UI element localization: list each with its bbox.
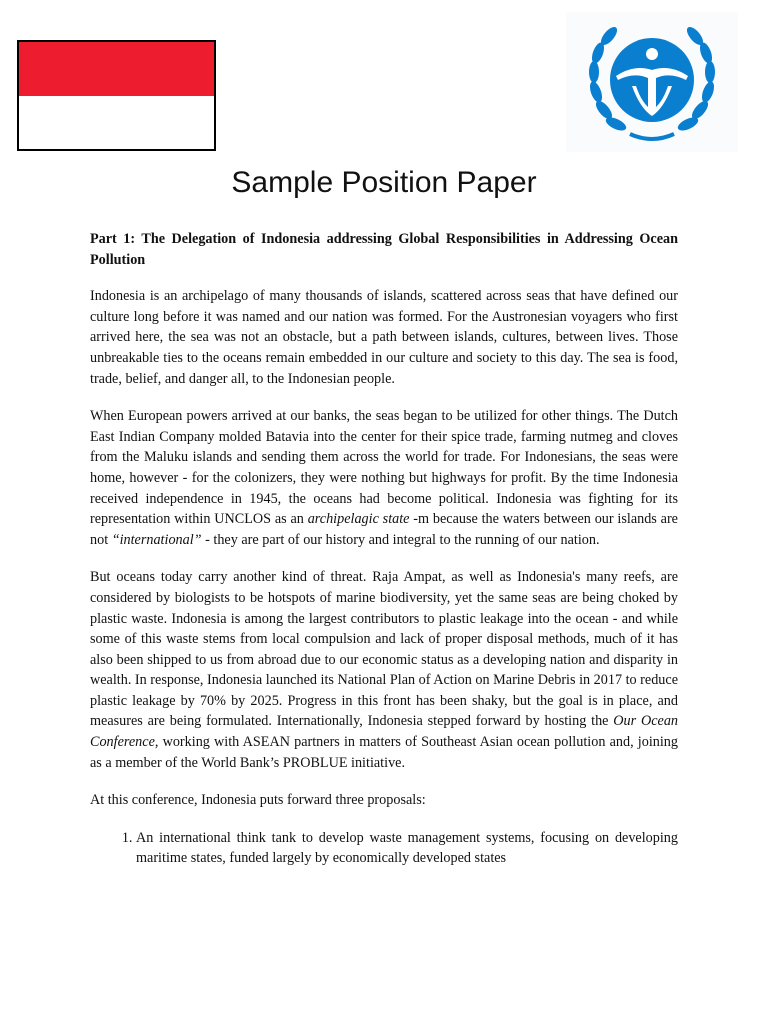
flag-white-band bbox=[19, 96, 214, 150]
paragraph-3 bbox=[90, 567, 678, 773]
paragraph-2-emphasis-international: “international” bbox=[111, 531, 202, 548]
paragraph-1: Indonesia is an archipelago of many thousands of islands, scattered across seas that have defined our culture long before it was named and our nation was formed. For the Austronesian voyagers who first arrived here, the sea was not an obstacle, but a path between islands, cultures, between lives. Those unbreakable ties to the oceans remain embedded in our culture and society to this day. The sea is food, trade, belief, and danger all, to the Indonesian people. bbox=[90, 288, 678, 387]
paragraph-4: At this conference, Indonesia puts forward three proposals: bbox=[90, 792, 426, 809]
proposals-list bbox=[90, 828, 678, 869]
paragraph-2-text-c: -m because the waters between our islands are not bbox=[90, 511, 678, 548]
section-heading: Part 1: The Delegation of Indonesia addressing Global Responsibilities in Addressing Ocean Pollution bbox=[90, 231, 678, 268]
paragraph-3-emphasis-conference: Our Ocean Conference bbox=[90, 713, 679, 751]
document-title: Sample Position Paper bbox=[231, 166, 537, 199]
document-body bbox=[90, 229, 678, 869]
unep-emblem bbox=[566, 12, 738, 152]
paragraph-3-text-a: But oceans today carry another kind of threat. Raja Ampat, as well as Indonesia's many reefs, are considered by biologists to be hotspots of marine biodiversity, yet the same seas are being choked by plastic waste. Indonesia is among the largest contributors to plastic leakage into the ocean - and while some of this waste stems from local compulsion and lack of proper disposal methods, much of it has also been shipped to us from abroad due to our economic status as a developing nation and disparity in wealth. In response, Indonesia launched its National Plan of Action on Marine Debris in 2017 to reduce plastic leakage by 70% by 2025. Progress in this front has been shaky, but the goal is in place, and measures are being formulated. Internationally, Indonesia stepped forward by hosting the bbox=[90, 569, 678, 730]
paragraph-2-text-a: When European powers arrived at our banks, the seas began to be utilized for other things. The Dutch East Indian Company molded Batavia into the center for their spice trade, farming nutmeg and cloves from the Maluku islands and sending them across the world for trade. For Indonesians, the seas were home, however - for the colonizers, they were nothing but highways for profit. By the time Indonesia received independence in 1945, the oceans had become political. Indonesia was fighting for its representation within UNCLOS as an bbox=[90, 408, 678, 528]
unep-laurel-icon bbox=[582, 20, 722, 144]
paragraph-2 bbox=[90, 406, 678, 550]
paragraph-2-text-e: - they are part of our history and integral to the running of our nation. bbox=[201, 531, 600, 548]
paragraph-3-text-c: , working with ASEAN partners in matters of Southeast Asian ocean pollution and, joining as a member of the World Bank’s PROBLUE initiative. bbox=[90, 734, 678, 771]
indonesia-flag bbox=[17, 40, 216, 151]
flag-red-band bbox=[19, 42, 214, 96]
paragraph-2-emphasis-archipelagic: archipelagic state bbox=[307, 511, 410, 528]
list-item: 1. An international think tank to develop waste management systems, focusing on developing maritime states, funded largely by economically developed states bbox=[136, 828, 678, 869]
